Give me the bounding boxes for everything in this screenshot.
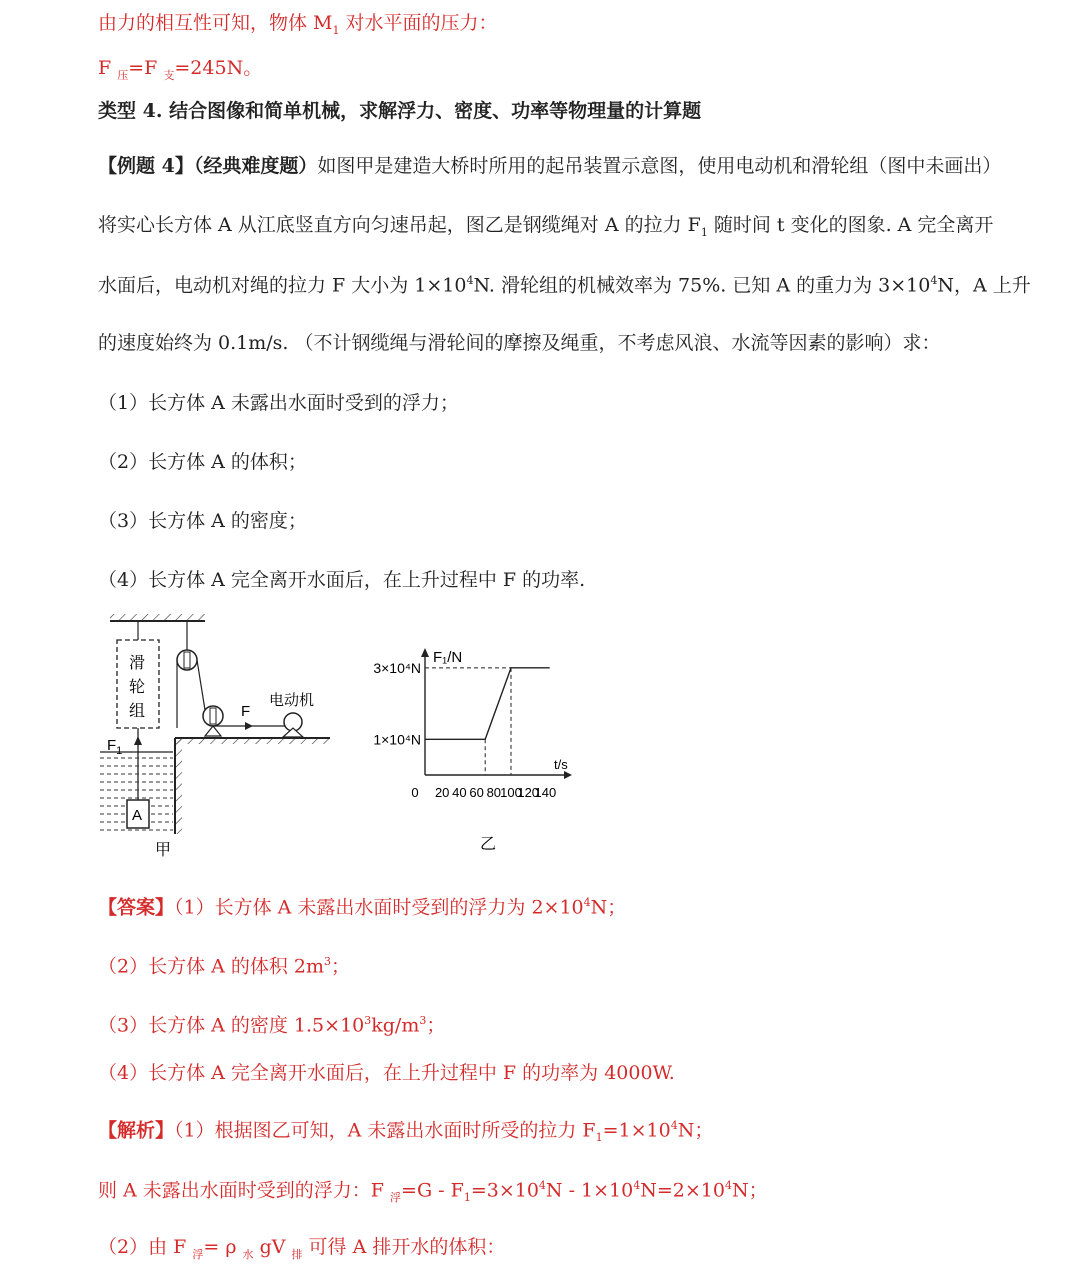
answer-line-4: （4）长方体 A 完全离开水面后，在上升过程中 F 的功率为 4000W.: [98, 1062, 675, 1084]
question-1: （1）长方体 A 未露出水面时受到的浮力；: [98, 392, 459, 414]
pulley-block-label-3: 组: [129, 703, 146, 720]
y-axis-arrow: [421, 648, 429, 657]
ceiling-hatch: [110, 614, 205, 620]
answer-line-2: （2）长方体 A 的体积 $2m^3$；: [98, 955, 351, 978]
x-tick-label: 40: [452, 785, 467, 800]
problem-line-1: 【例题 4】（经典难度题）如图甲是建造大桥时所用的起吊装置示意图，使用电动机和滑轮组（图中未画出）: [98, 155, 1002, 177]
pulley-block-label-1: 滑: [129, 655, 146, 672]
x-axis-arrow: [564, 771, 572, 779]
y-axis-label: F₁/N: [433, 649, 463, 666]
motor-label: 电动机: [269, 692, 315, 709]
figure-jia-diagram: [95, 610, 340, 860]
x-tick-label: 100: [500, 785, 522, 800]
block-a-label: A: [132, 807, 143, 824]
y-tick-label: 3×10⁴N: [373, 659, 421, 676]
x-tick-label: 120: [517, 785, 540, 800]
problem-line-4: 的速度始终为 0.1m/s. （不计钢缆绳与滑轮间的摩擦及绳重，不考虑风浪、水流等因素的影响）求：: [98, 332, 941, 354]
x-tick-label: 140: [534, 785, 557, 800]
x-tick-label: 20: [434, 785, 450, 800]
figure-yi-chart: [350, 640, 625, 855]
figure-jia-caption: 甲: [155, 842, 172, 859]
series-line: [425, 668, 550, 739]
figure-yi-caption: 乙: [480, 836, 497, 853]
x-tick-label: 60: [469, 785, 484, 800]
x-tick-label: 80: [486, 785, 502, 800]
question-2: （2）长方体 A 的体积；: [98, 451, 307, 473]
section-heading: 类型 4. 结合图像和简单机械，求解浮力、密度、功率等物理量的计算题: [98, 100, 702, 122]
intro-line-1: 由力的相互性可知，物体 $M_1$ 对水平面的压力：: [98, 12, 498, 37]
force-f-label: F: [241, 703, 251, 720]
question-4: （4）长方体 A 完全离开水面后，在上升过程中 F 的功率.: [98, 569, 586, 591]
answer-line-3: （3）长方体 A 的密度 $1.5\times 10^3kg/m^3$；: [98, 1014, 446, 1037]
intro-line-2: F $_压$=F $_支$=245N。: [98, 57, 263, 82]
analysis-line-1: 【解析】（1）根据图乙可知，A 未露出水面时所受的拉力 $F_1=1\times 10^4N$；: [98, 1119, 714, 1145]
force-f1-arrow: [134, 736, 142, 745]
force-f1-label: $F_1$: [107, 737, 123, 757]
problem-line-3: 水面后，电动机对绳的拉力 F 大小为 $1\times 10^4N$. 滑轮组的机械效率为 75%. 已知 A 的重力为 $3\times 10^4N$，A 上升: [98, 274, 1031, 297]
x-tick-label: 0: [411, 785, 419, 800]
y-tick-label: 1×10⁴N: [373, 731, 421, 748]
answer-line-1: 【答案】（1）长方体 A 未露出水面时受到的浮力为 $2\times 10^4N$；: [98, 896, 627, 919]
question-3: （3）长方体 A 的密度；: [98, 510, 307, 532]
analysis-line-3: （2）由 F $_浮$= ρ $_水$ gV $_排$ 可得 A 排开水的体积：: [98, 1236, 506, 1261]
force-f-arrow: [245, 722, 253, 730]
x-axis-label: t/s: [554, 757, 568, 772]
problem-line-2: 将实心长方体 A 从江底竖直方向匀速吊起，图乙是钢缆绳对 A 的拉力 $F_1$ 随时间 t 变化的图象. A 完全离开: [98, 214, 994, 239]
analysis-line-2: 则 A 未露出水面时受到的浮力：F $_浮=G - F_1=3\times 10^4N - 1\times 10^4N=2\times 10^4N$；: [98, 1179, 768, 1205]
pulley-block-label-2: 轮: [129, 679, 146, 696]
